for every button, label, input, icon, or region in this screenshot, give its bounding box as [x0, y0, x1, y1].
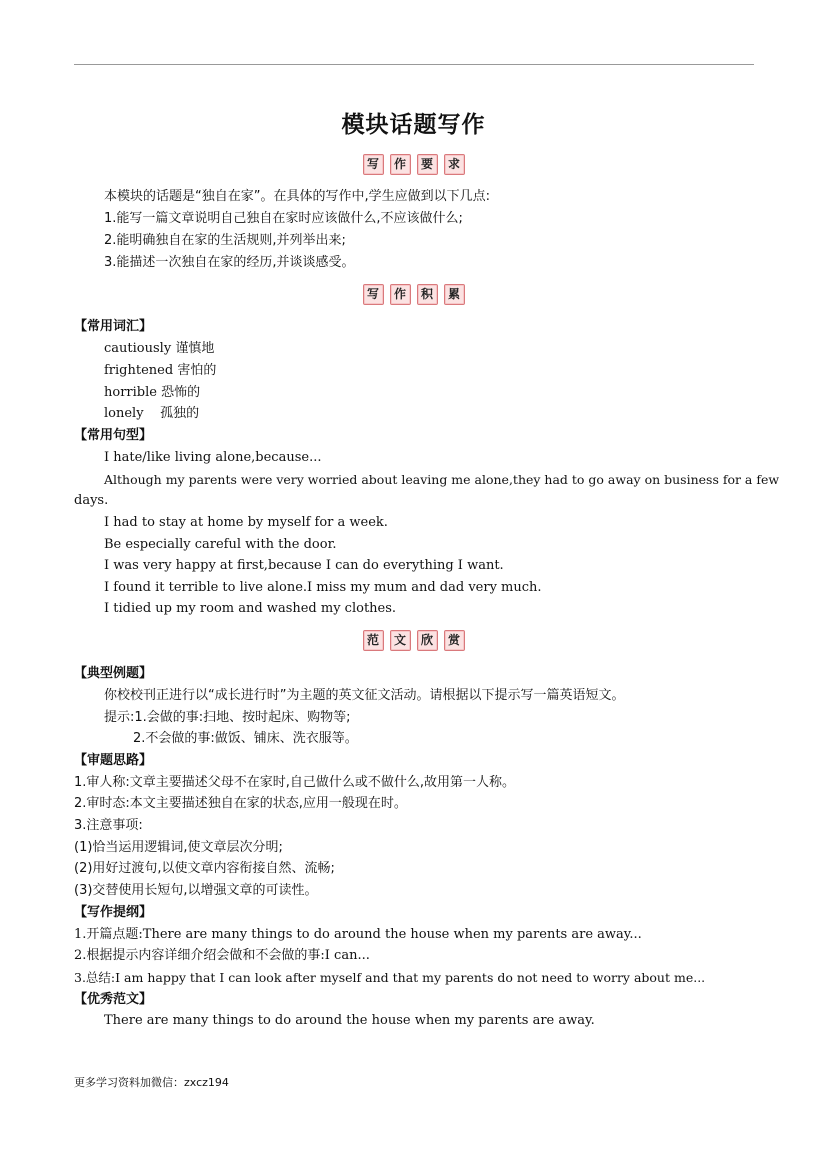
- vocab-en: horrible: [104, 385, 157, 400]
- banner-char: 累: [444, 284, 465, 305]
- vocab-item: [104, 405, 199, 423]
- sentence-pattern: I had to stay at home by myself for a week.: [104, 515, 388, 530]
- idea-item: (3)交替使用长短句,以增强文章的可读性。: [74, 883, 318, 898]
- banner-char: 文: [390, 630, 411, 651]
- idea-item: (1)恰当运用逻辑词,使文章层次分明;: [74, 840, 283, 855]
- section-banner-appreciation: [0, 630, 827, 651]
- sentence-pattern-continued: days.: [74, 493, 109, 508]
- sentence-pattern: I hate/like living alone,because...: [104, 450, 322, 465]
- page-title: 模块话题写作: [341, 112, 486, 138]
- banner-char: 作: [390, 284, 411, 305]
- idea-item: 2.审时态:本文主要描述独自在家的状态,应用一般现在时。: [74, 796, 407, 811]
- outline-heading: 【写作提纲】: [74, 905, 153, 920]
- requirement-item: 3.能描述一次独自在家的经历,并谈谈感受。: [104, 255, 355, 270]
- vocab-cn: 恐怖的: [161, 385, 201, 400]
- example-heading: 【典型例题】: [74, 666, 153, 681]
- vocab-heading: 【常用词汇】: [74, 319, 153, 334]
- banner-char: 要: [417, 154, 438, 175]
- banner-char: 求: [444, 154, 465, 175]
- footer-note: 更多学习资料加微信：zxcz194: [74, 1076, 229, 1089]
- banner-char: 欣: [417, 630, 438, 651]
- vocab-item: [104, 340, 214, 358]
- requirement-item: 2.能明确独自在家的生活规则,并列举出来;: [104, 233, 346, 248]
- model-text: There are many things to do around the house when my parents are away.: [104, 1013, 595, 1028]
- model-heading: 【优秀范文】: [74, 992, 153, 1007]
- sentence-pattern: I was very happy at first,because I can do everything I want.: [104, 558, 504, 573]
- requirements-intro: 本模块的话题是“独自在家”。在具体的写作中,学生应做到以下几点:: [104, 189, 490, 204]
- banner-char: 作: [390, 154, 411, 175]
- outline-item: 3.总结:I am happy that I can look after myself and that my parents do not need to worry about me...: [74, 970, 706, 985]
- requirement-item: 1.能写一篇文章说明自己独自在家时应该做什么,不应该做什么;: [104, 211, 463, 226]
- vocab-item: [104, 362, 216, 380]
- sentence-heading: 【常用句型】: [74, 428, 153, 443]
- vocab-cn: 谨慎地: [175, 341, 215, 356]
- sentence-pattern: I tidied up my room and washed my clothes.: [104, 601, 397, 616]
- section-banner-requirements: [0, 154, 827, 175]
- section-banner-accumulation: [0, 284, 827, 305]
- vocab-en: lonely: [104, 406, 144, 421]
- vocab-cn: 孤独的: [160, 406, 200, 421]
- banner-char: 写: [363, 154, 384, 175]
- banner-char: 写: [363, 284, 384, 305]
- outline-item: 2.根据提示内容详细介绍会做和不会做的事:I can...: [74, 948, 370, 963]
- outline-item: 1.开篇点题:There are many things to do around the house when my parents are away...: [74, 927, 642, 942]
- vocab-item: [104, 384, 200, 402]
- vocab-en: cautiously: [104, 341, 172, 356]
- vocab-en: frightened: [104, 363, 174, 378]
- banner-char: 积: [417, 284, 438, 305]
- example-hint: 2.不会做的事:做饭、铺床、洗衣服等。: [133, 731, 358, 746]
- example-hint: 提示:1.会做的事:扫地、按时起床、购物等;: [104, 710, 351, 725]
- sentence-pattern: I found it terrible to live alone.I miss my mum and dad very much.: [104, 580, 542, 595]
- banner-char: 范: [363, 630, 384, 651]
- idea-item: 1.审人称:文章主要描述父母不在家时,自己做什么或不做什么,故用第一人称。: [74, 775, 516, 790]
- sentence-pattern: Although my parents were very worried about leaving me alone,they had to go away on business for a few: [104, 472, 780, 487]
- vocab-cn: 害怕的: [177, 363, 217, 378]
- idea-heading: 【审题思路】: [74, 753, 153, 768]
- header-rule: [74, 64, 754, 65]
- idea-item: (2)用好过渡句,以使文章内容衔接自然、流畅;: [74, 861, 335, 876]
- example-text: 你校校刊正进行以“成长进行时”为主题的英文征文活动。请根据以下提示写一篇英语短文。: [104, 688, 625, 703]
- banner-char: 赏: [444, 630, 465, 651]
- sentence-pattern: Be especially careful with the door.: [104, 537, 337, 552]
- idea-item: 3.注意事项:: [74, 818, 143, 833]
